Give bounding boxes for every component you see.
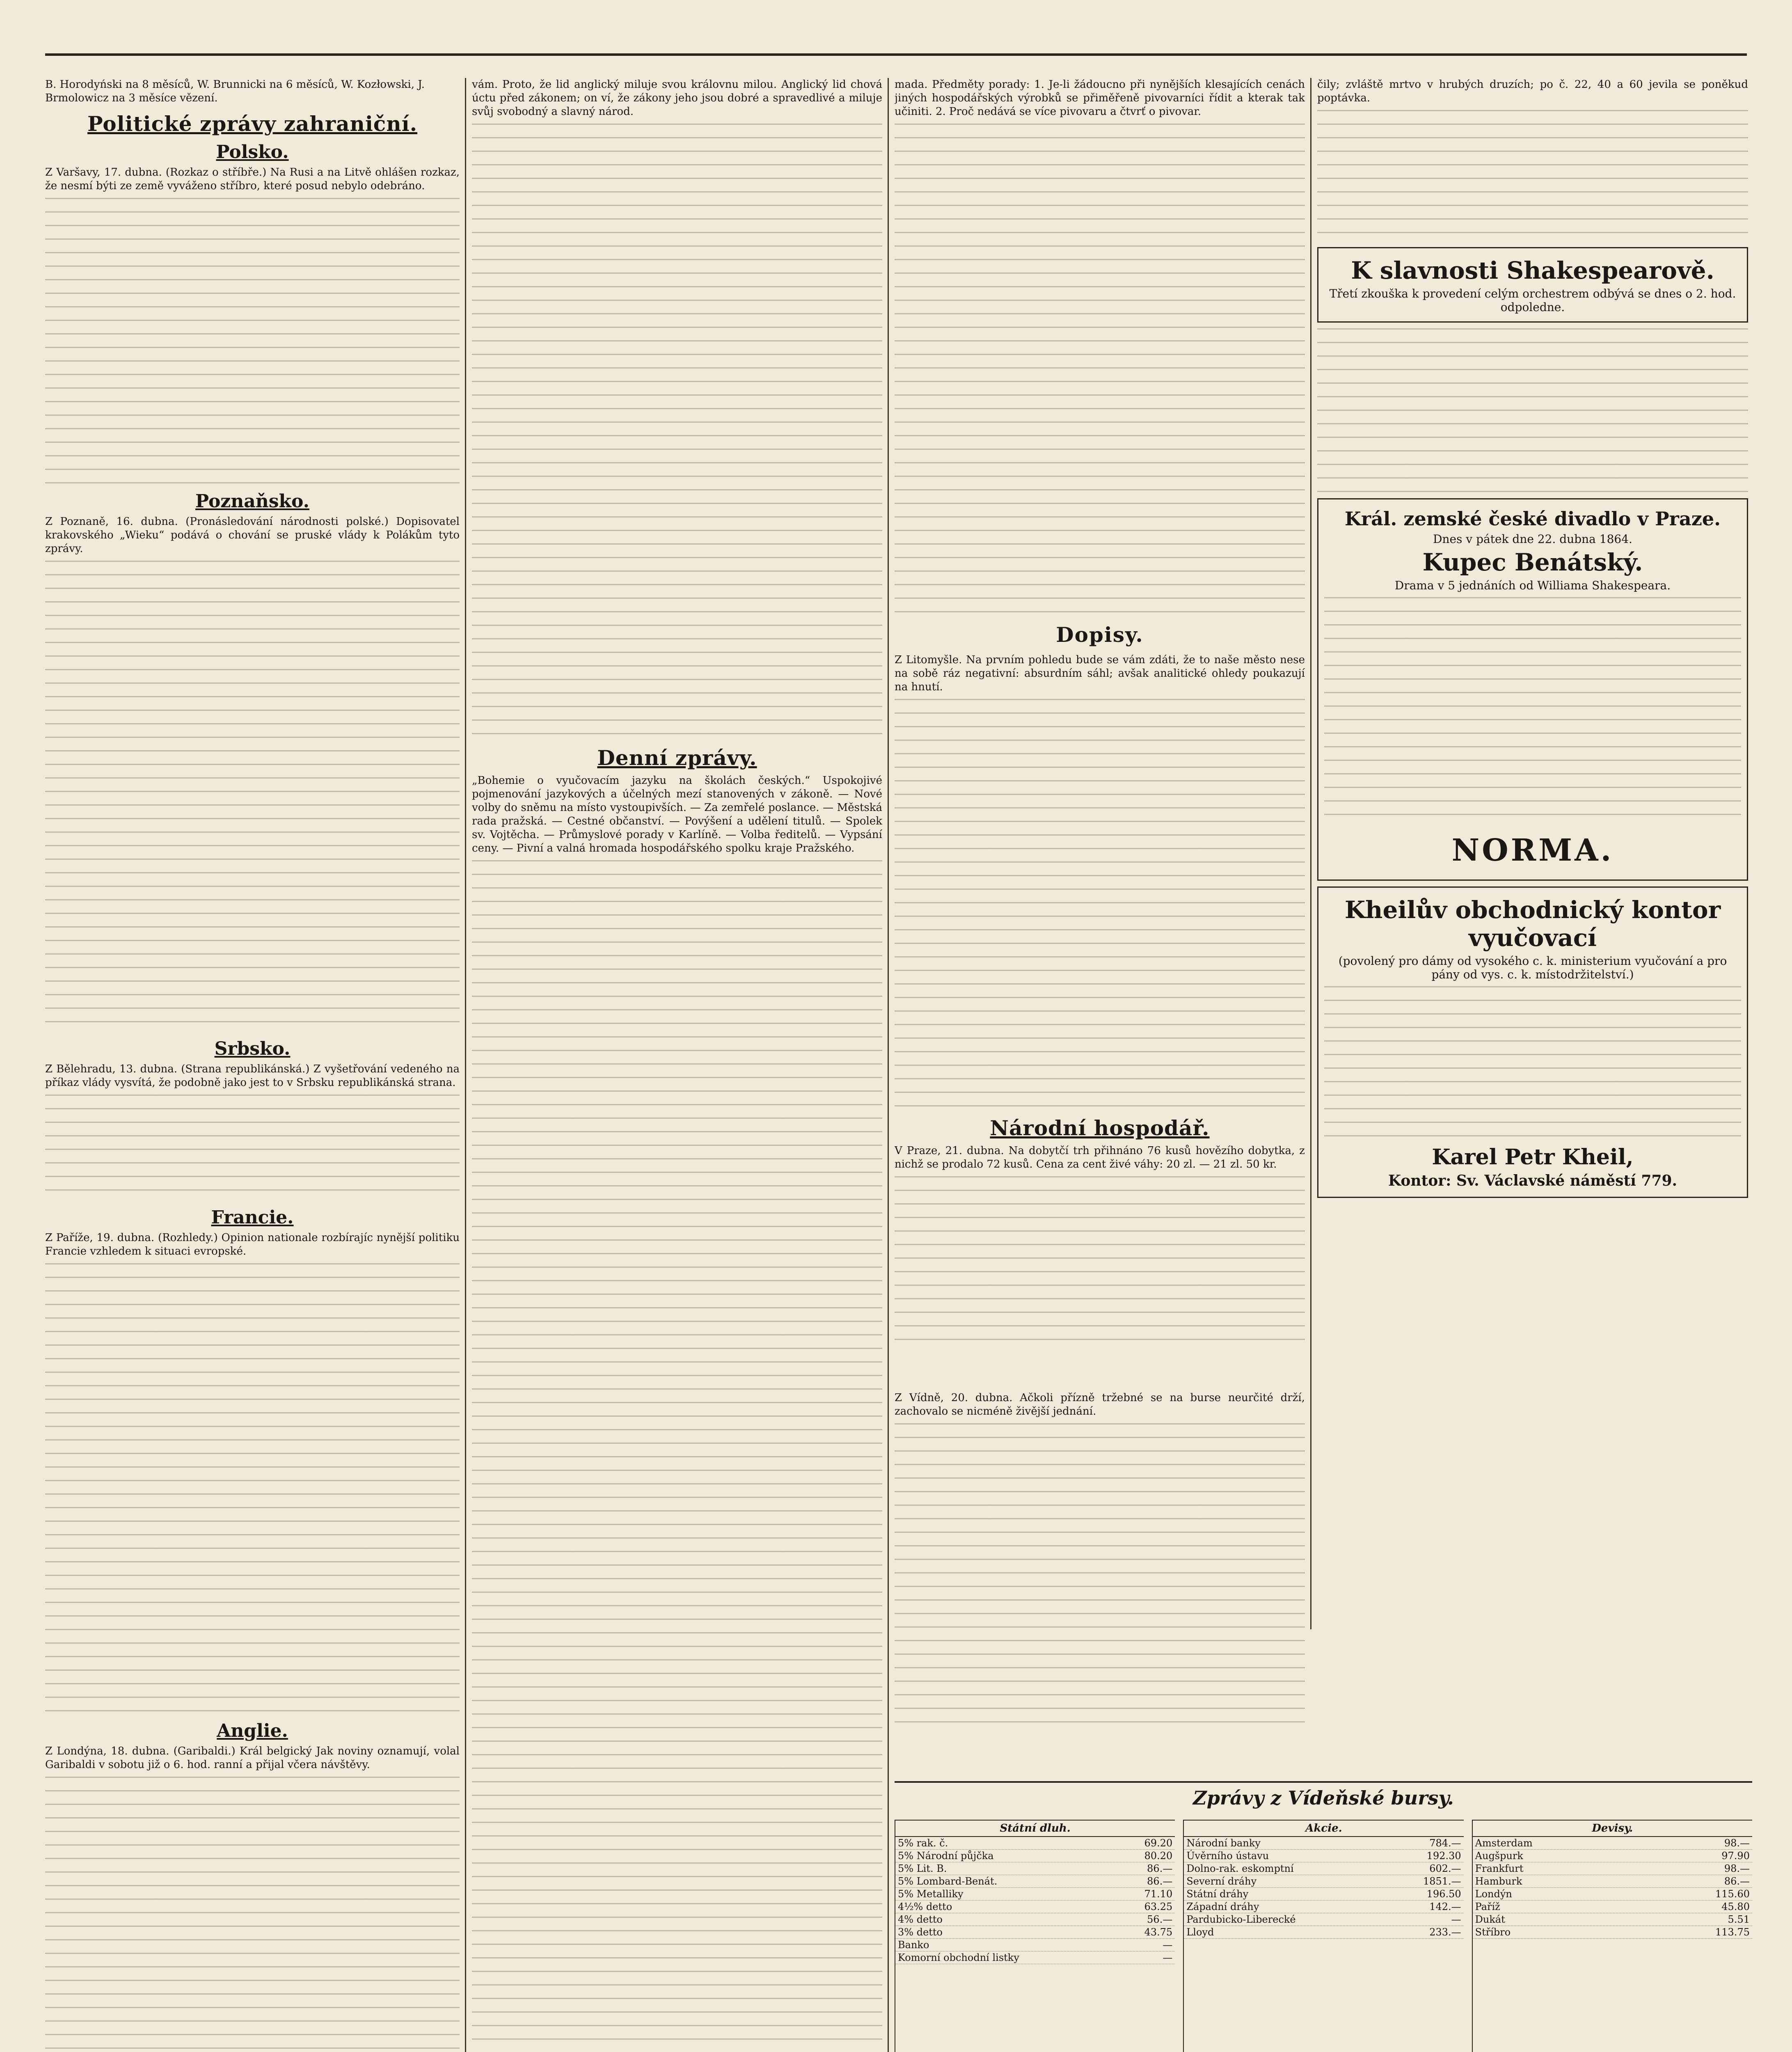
exchange-row-value: — bbox=[1163, 1939, 1173, 1951]
exchange-row-value: 86.— bbox=[1724, 1876, 1750, 1887]
exchange-row bbox=[895, 1850, 1175, 1862]
shakespeare-ad bbox=[1317, 247, 1748, 323]
exchange-row bbox=[1184, 1862, 1463, 1875]
exchange-row bbox=[895, 1837, 1175, 1850]
news-title: Denní zprávy. bbox=[597, 746, 757, 770]
theatre-title: Král. zemské české divadlo v Praze. bbox=[1344, 508, 1721, 530]
exchange-row-value: 142.— bbox=[1429, 1901, 1461, 1912]
exchange-row-value: 69.20 bbox=[1144, 1837, 1173, 1849]
exchange-row-name: Banko bbox=[898, 1939, 929, 1951]
exchange-row-value: — bbox=[1451, 1914, 1461, 1925]
column-rule bbox=[1310, 78, 1311, 1629]
text-block bbox=[895, 1176, 1305, 1340]
exchange-row-value: 233.— bbox=[1429, 1926, 1461, 1938]
exchange-row-name: Londýn bbox=[1475, 1888, 1512, 1900]
exchange-row-name: 4% detto bbox=[898, 1914, 943, 1925]
exchange-row-name: Stříbro bbox=[1475, 1926, 1511, 1938]
kontor-title: Kheilův obchodnický kontor vyučovací bbox=[1344, 896, 1721, 952]
text-block bbox=[45, 1095, 460, 1201]
exchange-row bbox=[1473, 1901, 1752, 1913]
dopisy-text: Z Litomyšle. Na prvním pohledu bude se vám zdáti, že to naše město nese na sobě ráz negativní: absurdním sáhl; avšak analitické ohledy poukazují na hnutí. bbox=[895, 654, 1305, 693]
exchange-row bbox=[895, 1951, 1175, 1964]
exchange-row-name: 5% rak. č. bbox=[898, 1837, 948, 1849]
theatre-ad bbox=[1317, 498, 1748, 881]
top-rule bbox=[45, 53, 1747, 56]
exchange-row-value: 80.20 bbox=[1144, 1850, 1173, 1862]
text-block bbox=[45, 198, 460, 485]
exchange-row-name: 4½% detto bbox=[898, 1901, 952, 1912]
kontor-owner: Karel Petr Kheil, bbox=[1432, 1145, 1634, 1170]
news-text: „Bohemie o vyučovacím jazyku na školách českých.“ Uspokojivé pojmenování jazykových a účelných mezí stanovených v zákoně. — Nové volby do sněmu na místo vystoupivších. — Za zemřelé poslance. — Městská rada pražská. — Cestné občanství. — Povýšení a udělení titulů. — Spolek sv. Vojtěcha. — Průmyslové porady v Karlíně. — Volba ředitelů. — Vypsání ceny. — Pivní a valná hromada hospodářského spolku kraje Pražského. bbox=[472, 774, 882, 854]
exchange-row-name: Národní banky bbox=[1186, 1837, 1261, 1849]
poznansko-title: Poznaňsko. bbox=[195, 491, 309, 512]
exchange-row-name: Dolno-rak. eskomptní bbox=[1186, 1863, 1294, 1874]
exchange-row-value: 86.— bbox=[1147, 1876, 1173, 1887]
exchange-section bbox=[895, 1781, 1752, 2052]
market-text: Z Vídně, 20. dubna. Ačkoli přízně tržebné se na burse neurčité drží, zachovalo se nicméně živější jednání. bbox=[895, 1392, 1305, 1418]
exchange-row bbox=[895, 1926, 1175, 1939]
exchange-row-value: 602.— bbox=[1429, 1863, 1461, 1874]
exchange-row-value: 196.50 bbox=[1426, 1888, 1461, 1900]
text-block bbox=[472, 860, 882, 2052]
kontor-sub: (povolený pro dámy od vysokého c. k. ministerium vyučování a pro pány od vys. c. k. místodržitelství.) bbox=[1338, 954, 1727, 981]
exchange-row-value: 45.80 bbox=[1721, 1901, 1750, 1912]
text-block bbox=[895, 699, 1305, 1109]
exchange-row-value: 97.90 bbox=[1721, 1850, 1750, 1862]
exchange-row bbox=[1473, 1837, 1752, 1850]
text-block bbox=[1324, 986, 1741, 1142]
exchange-row-name: Hamburk bbox=[1475, 1876, 1522, 1887]
exchange-row-name: 5% Národní půjčka bbox=[898, 1850, 994, 1862]
text-block bbox=[45, 1263, 460, 1715]
exchange-row-value: 43.75 bbox=[1144, 1926, 1173, 1938]
theatre-info: Drama v 5 jednáních od Williama Shakespeara. bbox=[1394, 579, 1671, 592]
exchange-row-name: Amsterdam bbox=[1475, 1837, 1533, 1849]
exchange-rows bbox=[895, 1837, 1175, 1964]
text-block bbox=[472, 124, 882, 739]
column-ads bbox=[1317, 78, 1748, 1629]
column-letters bbox=[895, 78, 1305, 1383]
exchange-row bbox=[1473, 1888, 1752, 1901]
shakespeare-title: K slavnosti Shakespearově. bbox=[1351, 256, 1714, 284]
section-title: Politické zprávy zahraniční. bbox=[87, 112, 418, 136]
shakespeare-sub: Třetí zkouška k provedení celým orchestrem odbývá se dnes o 2. hod. odpoledne. bbox=[1329, 287, 1736, 314]
anglie-text: Z Londýna, 18. dubna. (Garibaldi.) Král belgický Jak noviny oznamují, volal Garibaldi v sobotu již o 6. hod. ranní a přijal včera návštěvy. bbox=[45, 1745, 460, 1771]
exchange-title: Zprávy z Vídeňské bursy. bbox=[1193, 1787, 1454, 1809]
exchange-row-name: 3% detto bbox=[898, 1926, 943, 1938]
exchange-col-2 bbox=[1183, 1820, 1463, 2052]
exchange-row bbox=[1184, 1926, 1463, 1939]
exchange-row bbox=[1184, 1837, 1463, 1850]
exchange-row bbox=[895, 1888, 1175, 1901]
narodni-title: Národní hospodář. bbox=[990, 1116, 1210, 1140]
exchange-row-value: 113.75 bbox=[1715, 1926, 1750, 1938]
exchange-row-name: 5% Metalliky bbox=[898, 1888, 964, 1900]
exchange-row-value: 71.10 bbox=[1144, 1888, 1173, 1900]
polsko-text: Z Varšavy, 17. dubna. (Rozkaz o stříbře.) Na Rusi a na Litvě ohlášen rozkaz, že nesmí býti ze země vyváženo stříbro, které posud nebylo odebráno. bbox=[45, 166, 460, 192]
exchange-row-value: — bbox=[1163, 1952, 1173, 1963]
text-block bbox=[895, 124, 1305, 616]
exchange-row-name: Severní dráhy bbox=[1186, 1876, 1257, 1887]
exchange-row-name: Frankfurt bbox=[1475, 1863, 1524, 1874]
exchange-row bbox=[895, 1913, 1175, 1926]
text-block bbox=[1317, 110, 1748, 241]
exchange-rows bbox=[1184, 1837, 1463, 1939]
exchange-row bbox=[895, 1939, 1175, 1951]
exchange-row bbox=[1184, 1888, 1463, 1901]
exchange-row bbox=[1184, 1875, 1463, 1888]
lead-text: B. Horodyński na 8 měsíců, W. Brunnicki na 6 měsíců, W. Kozłowski, J. Brmolowicz na 3 měsíce vězení. bbox=[45, 78, 425, 104]
column-politics bbox=[45, 78, 460, 2052]
exchange-row-name: Pardubicko-Liberecké bbox=[1186, 1914, 1296, 1925]
exchange-row-value: 1851.— bbox=[1423, 1876, 1461, 1887]
lead-text: vám. Proto, že lid anglický miluje svou královnu milou. Anglický lid chová úctu před zákonem; on ví, že zákony jeho jsou dobré a spravedlivé a miluje svůj svobodný a slavný národ. bbox=[472, 78, 882, 118]
anglie-title: Anglie. bbox=[217, 1720, 288, 1741]
exchange-row bbox=[895, 1875, 1175, 1888]
exchange-row bbox=[895, 1862, 1175, 1875]
exchange-row-name: Státní dráhy bbox=[1186, 1888, 1249, 1900]
exchange-row-name: 5% Lombard-Benát. bbox=[898, 1876, 998, 1887]
exchange-row bbox=[1473, 1926, 1752, 1939]
exchange-row bbox=[1473, 1913, 1752, 1926]
exchange-row-name: Dukát bbox=[1475, 1914, 1505, 1925]
text-block bbox=[45, 561, 460, 1033]
text-block bbox=[1324, 597, 1741, 827]
lead-text: mada. Předměty porady: 1. Je-li žádoucno při nynějších klesajících cenách jiných hospodářských výrobků se přiměřeně pivovarníci řídit a kterak tak učiniti. 2. Proč nedává se více pivovaru a čtvrť o pivovar. bbox=[895, 78, 1305, 118]
exchange-head-3: Devisy. bbox=[1473, 1821, 1752, 1837]
exchange-row-value: 98.— bbox=[1724, 1837, 1750, 1849]
dopisy-title: Dopisy. bbox=[1056, 623, 1144, 647]
text-block bbox=[895, 1423, 1305, 1731]
theatre-date: Dnes v pátek dne 22. dubna 1864. bbox=[1433, 532, 1632, 546]
francie-title: Francie. bbox=[211, 1207, 294, 1228]
exchange-row-name: Paříž bbox=[1475, 1901, 1500, 1912]
market-news bbox=[895, 1391, 1305, 1731]
exchange-rows bbox=[1473, 1837, 1752, 1939]
column-rule bbox=[465, 78, 466, 2052]
polsko-title: Polsko. bbox=[216, 142, 289, 163]
text-block bbox=[1317, 328, 1748, 492]
exchange-row-value: 784.— bbox=[1429, 1837, 1461, 1849]
narodni-text: V Praze, 21. dubna. Na dobytčí trh přihnáno 76 kusů hovězího dobytka, z nichž se prodalo 72 kusů. Cena za cent živé váhy: 20 zl. — 21 zl. 50 kr. bbox=[895, 1145, 1305, 1170]
column-rule bbox=[888, 78, 889, 2052]
exchange-row-value: 115.60 bbox=[1715, 1888, 1750, 1900]
poznansko-text: Z Poznaně, 16. dubna. (Pronásledování národnosti polské.) Dopisovatel krakovského „Wieku“ podává o chování se pruské vlády k Polákům tyto zprávy. bbox=[45, 515, 460, 555]
francie-text: Z Paříže, 19. dubna. (Rozhledy.) Opinion nationale rozbírajíc nynější politiku Francie vzhledem k situaci evropské. bbox=[45, 1232, 460, 1257]
exchange-row-name: 5% Lit. B. bbox=[898, 1863, 947, 1874]
exchange-row-value: 86.— bbox=[1147, 1863, 1173, 1874]
kontor-address: Kontor: Sv. Václavské náměstí 779. bbox=[1388, 1172, 1678, 1189]
column-news bbox=[472, 78, 882, 2052]
srbsko-title: Srbsko. bbox=[214, 1038, 291, 1059]
exchange-row-name: Komorní obchodní listky bbox=[898, 1952, 1019, 1963]
exchange-head-1: Státní dluh. bbox=[895, 1821, 1175, 1837]
exchange-col-1 bbox=[895, 1820, 1175, 2052]
exchange-row-value: 192.30 bbox=[1426, 1850, 1461, 1862]
exchange-row-value: 56.— bbox=[1147, 1914, 1173, 1925]
exchange-row bbox=[1473, 1875, 1752, 1888]
exchange-row bbox=[1473, 1850, 1752, 1862]
exchange-row bbox=[895, 1901, 1175, 1913]
exchange-row-value: 5.51 bbox=[1728, 1914, 1750, 1925]
theatre-play: Kupec Benátský. bbox=[1422, 548, 1643, 576]
exchange-row bbox=[1184, 1901, 1463, 1913]
kontor-ad bbox=[1317, 886, 1748, 1198]
text-block bbox=[45, 1777, 460, 2052]
exchange-row-name: Úvěrního ústavu bbox=[1186, 1850, 1269, 1862]
exchange-row-name: Západní dráhy bbox=[1186, 1901, 1259, 1912]
srbsko-text: Z Bělehradu, 13. dubna. (Strana republikánská.) Z vyšetřování vedeného na příkaz vlády vysvítá, že podobně jako jest to v Srbsku republikánská strana. bbox=[45, 1063, 460, 1089]
exchange-table bbox=[895, 1820, 1752, 2052]
lead-text: čily; zvláště mrtvo v hrubých druzích; po č. 22, 40 a 60 jevila se poněkud poptávka. bbox=[1317, 78, 1748, 104]
exchange-row bbox=[1473, 1862, 1752, 1875]
exchange-row bbox=[1184, 1850, 1463, 1862]
exchange-row-name: Augšpurk bbox=[1475, 1850, 1523, 1862]
exchange-row bbox=[1184, 1913, 1463, 1926]
exchange-head-2: Akcie. bbox=[1184, 1821, 1463, 1837]
exchange-col-3 bbox=[1472, 1820, 1752, 2052]
norma-title: NORMA. bbox=[1451, 833, 1614, 868]
exchange-row-name: Lloyd bbox=[1186, 1926, 1214, 1938]
exchange-row-value: 63.25 bbox=[1144, 1901, 1173, 1912]
exchange-row-value: 98.— bbox=[1724, 1863, 1750, 1874]
